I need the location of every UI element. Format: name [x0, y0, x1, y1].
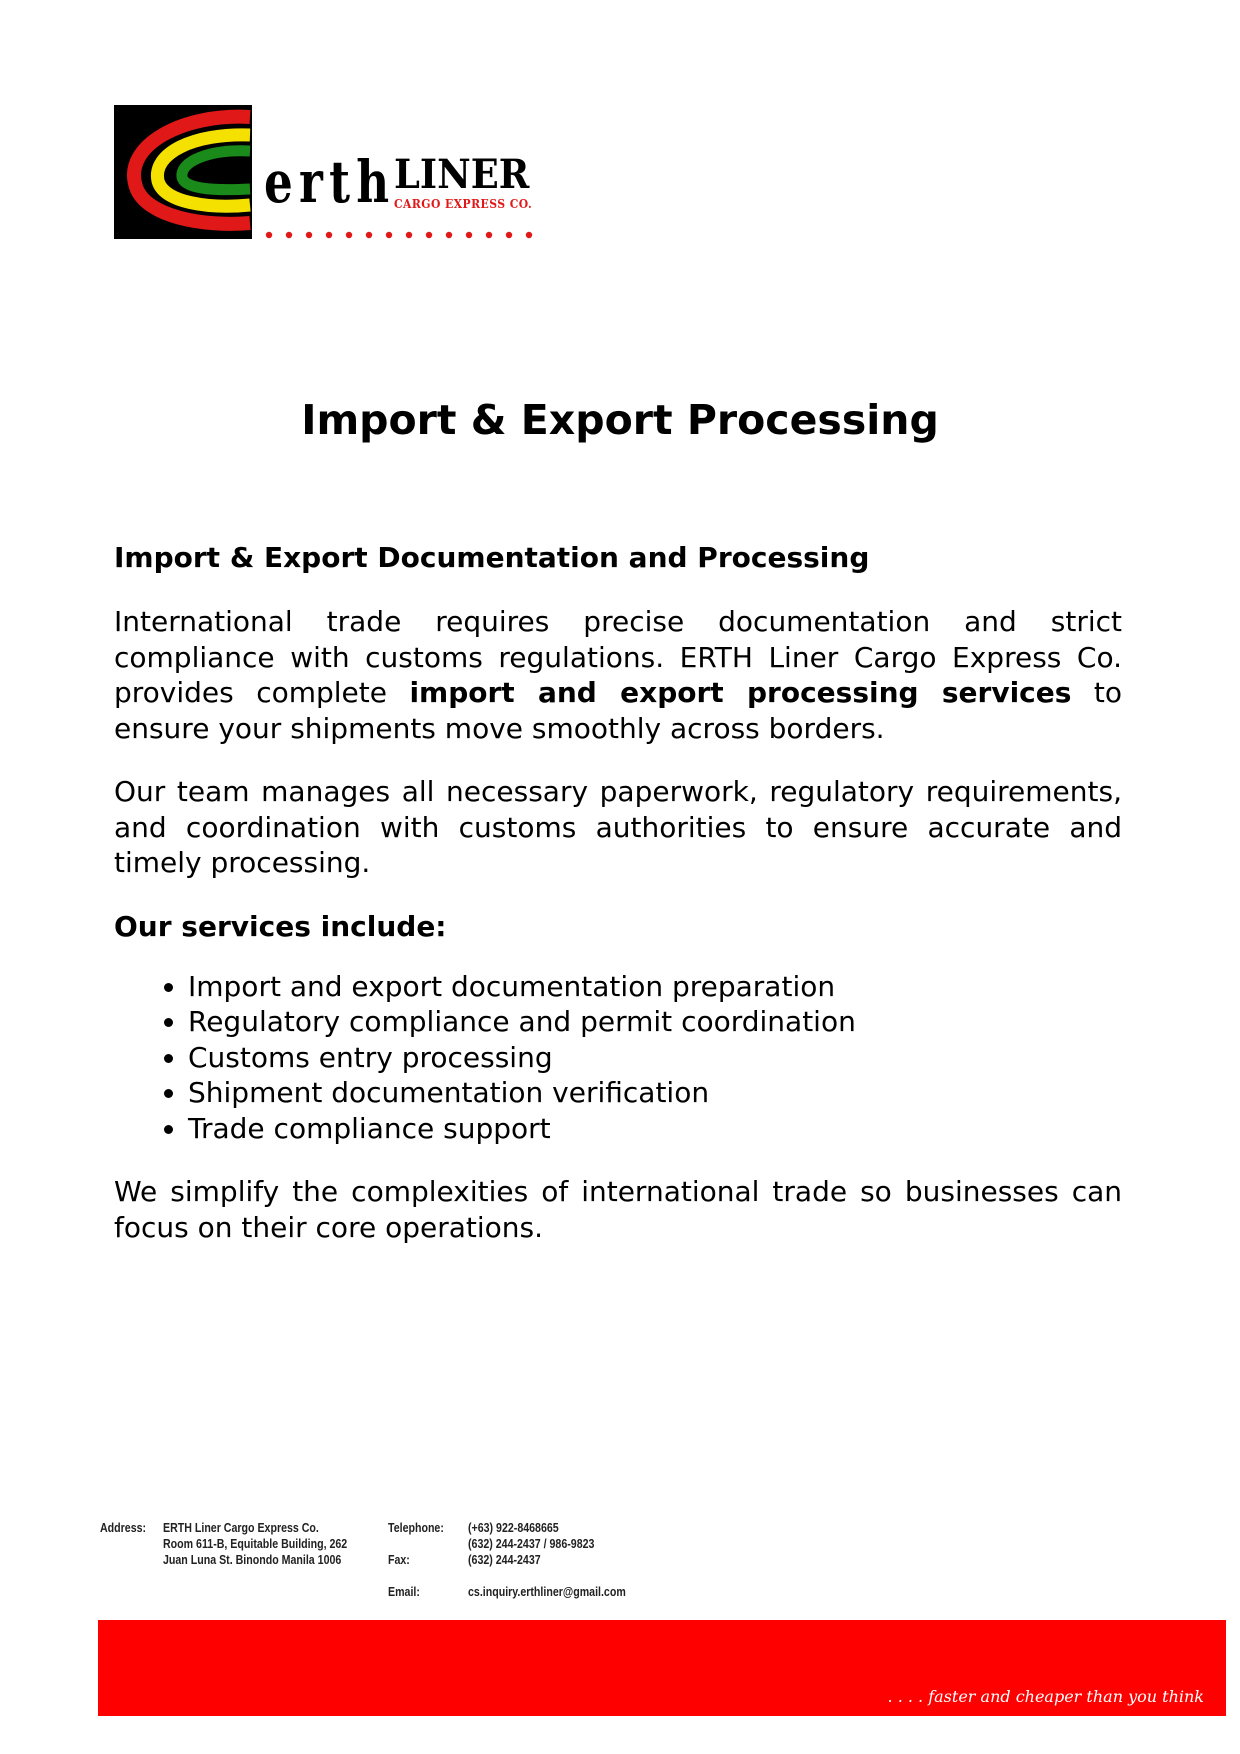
email-label: Email: [388, 1585, 420, 1599]
intro-text-start: International trade requires precise documentation and strict compliance with customs regulations. ERTH Liner Cargo Express Co. provides complete [114, 605, 1122, 709]
list-item: • Regulatory compliance and permit coordination [188, 1004, 1122, 1040]
telephone-line: (+63) 922-8468665 [468, 1521, 559, 1535]
list-item: • Trade compliance support [188, 1111, 1122, 1147]
logo-word: erth [264, 148, 396, 216]
logo-subtitle: CARGO EXPRESS CO. [394, 197, 533, 211]
intro-paragraph [114, 604, 1122, 746]
tagline: . . . . faster and cheaper than you think [887, 1687, 1204, 1706]
team-paragraph: Our team manages all necessary paperwork, regulatory requirements, and coordination with customs authorities to ensure accurate and timely processing. [114, 775, 1122, 879]
fax-number: (632) 244-2437 [468, 1553, 541, 1567]
main-content [114, 540, 1122, 1273]
logo-liner: LINER [394, 151, 530, 198]
telephone-line: (632) 244-2437 / 986-9823 [468, 1537, 595, 1551]
list-item: • Import and export documentation preparation [188, 969, 1122, 1005]
section-heading: Import & Export Documentation and Processing [114, 541, 870, 574]
services-heading: Our services include: [114, 909, 447, 943]
fax-label: Fax: [388, 1553, 410, 1567]
services-list [114, 969, 1122, 1147]
closing-paragraph: We simplify the complexities of international trade so businesses can focus on their core operations. [114, 1175, 1122, 1244]
company-logo [114, 105, 534, 240]
logo-swoosh-icon [114, 105, 252, 239]
list-item: • Customs entry processing [188, 1040, 1122, 1076]
intro-text-end: to ensure your shipments move smoothly across borders. [114, 676, 1122, 745]
page-title: Import & Export Processing [301, 396, 939, 444]
logo-dots-icon [264, 225, 544, 244]
address-line: ERTH Liner Cargo Express Co. [163, 1521, 319, 1535]
address-label: Address: [100, 1521, 147, 1535]
footer-contact [100, 1520, 720, 1610]
email-address: cs.inquiry.erthliner@gmail.com [468, 1585, 626, 1599]
address-line: Room 611-B, Equitable Building, 262 [163, 1537, 348, 1551]
intro-text-bold: import and export processing services [409, 676, 1072, 709]
footer-band [98, 1620, 1226, 1716]
address-line: Juan Luna St. Binondo Manila 1006 [163, 1553, 342, 1567]
list-item: • Shipment documentation verification [188, 1075, 1122, 1111]
telephone-label: Telephone: [388, 1521, 444, 1535]
